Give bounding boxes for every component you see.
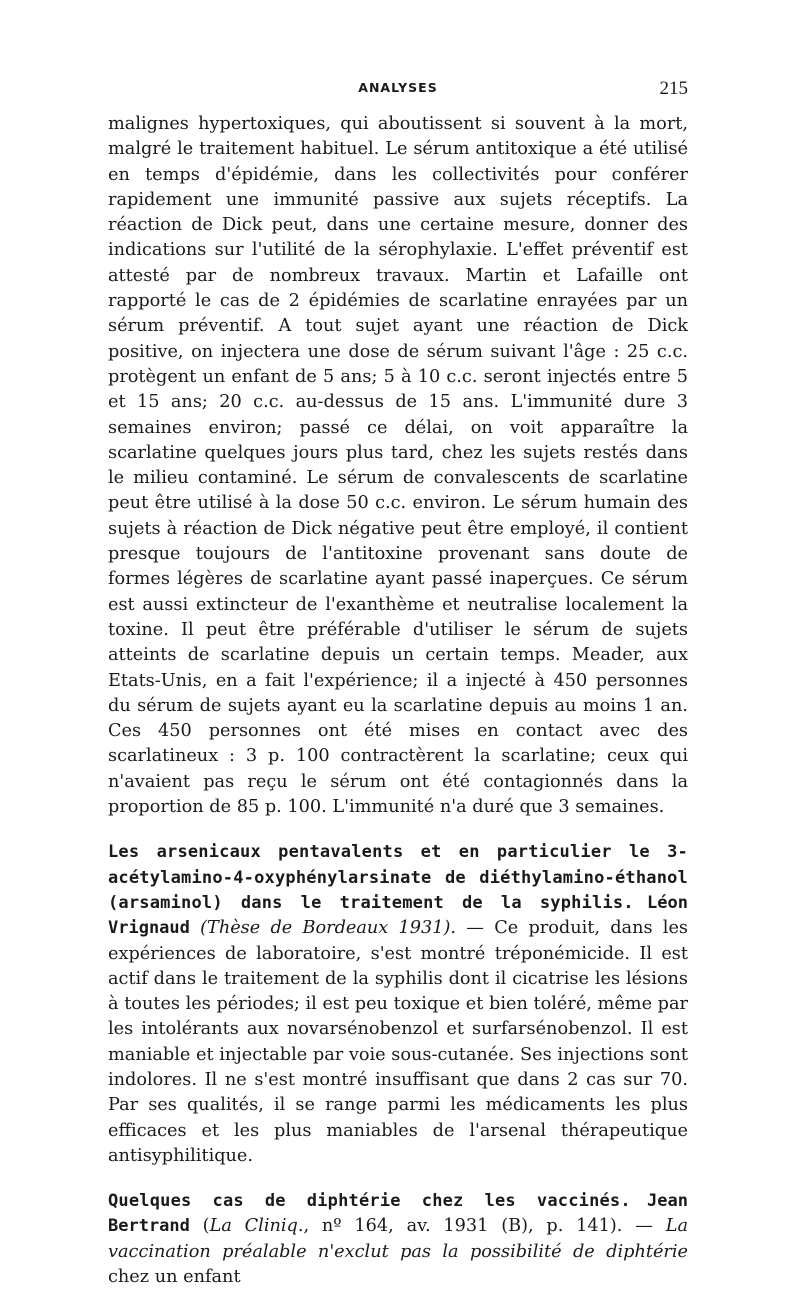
page-number: 215 bbox=[659, 78, 688, 99]
abstract-diphterie: Quelques cas de diphtérie chez les vaccinés. Jean Bertrand (La Cliniq., nº 164, av. 1931 (B), p. 141). — La vaccination préalable n'exclut pas la possibilité de diphtérie chez un enfant bbox=[108, 1191, 689, 1288]
abstract-dash: — bbox=[635, 1216, 653, 1237]
paragraph-1: malignes hypertoxiques, qui aboutissent si souvent à la mort, malgré le traitement habituel. Le sérum antitoxique a été utilisé en temps d'épidémie, dans les collectivités pour conférer rapidement une immunité passive aux sujets réceptifs. La réaction de Dick peut, dans une certaine mesure, donner des indications sur l'utilité de la sérophylaxie. L'effet préventif est attesté par de nombreux travaux. Martin et Lafaille ont rapporté le cas de 2 épidémies de scarlatine enrayées par un sérum préventif. A tout sujet ayant une réaction de Dick positive, on injectera une dose de sérum suivant l'âge : 25 c.c. protègent un enfant de 5 ans; 5 à 10 c.c. seront injectés entre 5 et 15 ans; 20 c.c. au-dessus de 15 ans. L'immunité dure 3 semaines environ; passé ce délai, on voit apparaître la scarlatine quelques jours plus tard, chez les sujets restés dans le milieu contaminé. Le sérum de convalescents de scarlatine peut être utilisé à la dose 50 c.c. environ. Le sérum humain des sujets à réaction de Dick négative peut être employé, il contient presque toujours de l'antitoxine provenant sans doute de formes légères de scarlatine ayant passé inaperçues. Ce sérum est aussi extincteur de l'exanthème et neutralise localement la toxine. Il peut être préférable d'utiliser le sérum de sujets atteints de scarlatine depuis un certain temps. Meader, aux Etats-Unis, en a fait l'expérience; il a injecté à 450 personnes du sérum de sujets ayant eu la scarlatine depuis au moins 1 an. Ces 450 personnes ont été mises en contact avec des scarlatineux : 3 p. 100 contractèrent la scarlatine; ceux qui n'avaient pas reçu le sérum ont été contagionnés dans la proportion de 85 p. 100. L'immunité n'a duré que 3 semaines. bbox=[108, 114, 688, 818]
abstract-title: Quelques cas de diphtérie chez les vaccinés. bbox=[108, 1191, 631, 1212]
abstract-source: , nº 164, av. 1931 (B), p. 141). bbox=[303, 1216, 623, 1237]
page-header bbox=[108, 80, 688, 104]
abstract-arsenicaux bbox=[108, 840, 688, 1169]
abstract-source: (Thèse de Bordeaux 1931). bbox=[200, 918, 457, 939]
abstract-italic-text: La vaccination préalable n'exclut pas la possibilité de diphtérie bbox=[108, 1216, 689, 1262]
abstract-source-journal: La Cliniq. bbox=[209, 1216, 304, 1237]
abstract-author: Léon Vrignaud bbox=[108, 892, 688, 939]
abstract-author: Jean Bertrand bbox=[108, 1191, 688, 1237]
body-text bbox=[108, 112, 688, 1290]
abstract-text: chez un enfant bbox=[108, 1267, 241, 1288]
abstract-text: — Ce produit, dans les expériences de laboratoire, s'est montré tréponémicide. Il est actif dans le traitement de la syphilis dont il cicatrise les lésions à toutes les périodes; il est peu toxique et bien toléré, même par les intolérants aux novarsénobenzol et surfarsénobenzol. Il est maniable et injectable par voie sous-cutanée. Ses injections sont indolores. Il ne s'est montré insuffisant que dans 2 cas sur 70. Par ses qualités, il se range parmi les médicaments les plus efficaces et les plus maniables de l'arsenal thérapeutique antisyphilitique. bbox=[108, 918, 688, 1166]
running-title: ANALYSES bbox=[358, 80, 438, 95]
abstract-title: Les arsenicaux pentavalents et en particulier le 3-acétylamino-4-oxyphénylarsinate de diéthylamino-éthanol (arsaminol) dans le traitement de la syphilis. bbox=[108, 842, 688, 913]
